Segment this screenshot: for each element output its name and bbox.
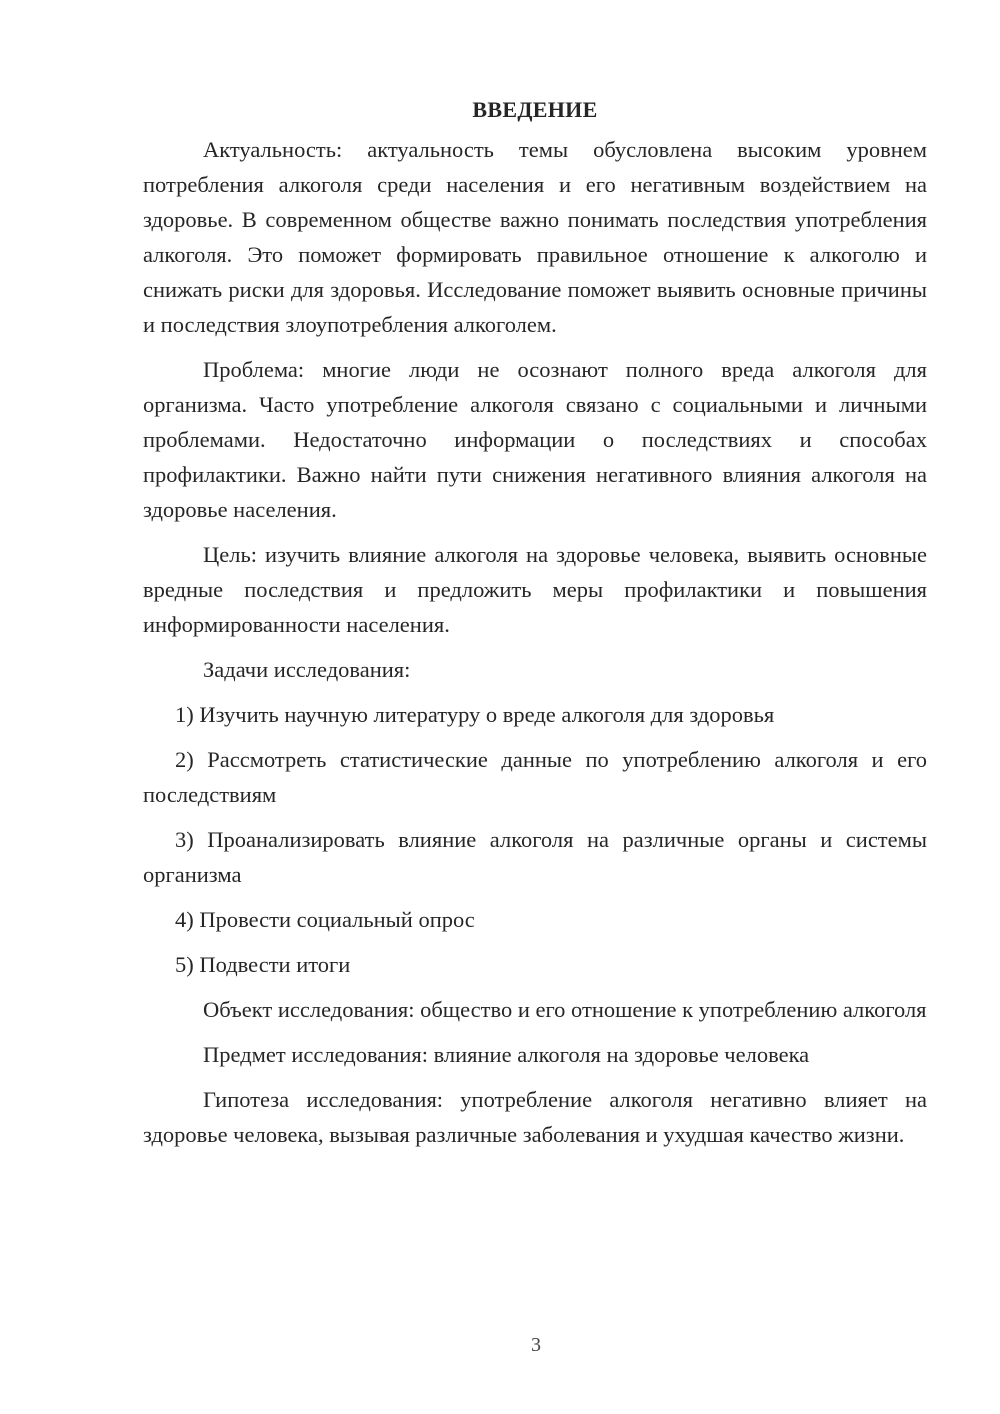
page-number: 3 [531, 1334, 541, 1356]
document-page [143, 92, 927, 1162]
task-item-4: 4) Провести социальный опрос [175, 907, 475, 932]
paragraph-hypothesis: Гипотеза исследования: употребление алкоголя негативно влияет на здоровье человека, вызывая различные заболевания и ухудшая качество жизни. [143, 1087, 927, 1147]
task-item-2: 2) Рассмотреть статистические данные по употреблению алкоголя и его последствиям [143, 747, 927, 807]
paragraph-relevance: Актуальность: актуальность темы обусловлена высоким уровнем потребления алкоголя среди населения и его негативным воздействием на здоровье. В современном обществе важно понимать последствия употребления алкоголя. Это поможет формировать правильное отношение к алкоголю и снижать риски для здоровья. Исследование поможет выявить основные причины и последствия злоупотребления алкоголем. [143, 137, 927, 337]
paragraph-goal: Цель: изучить влияние алкоголя на здоровье человека, выявить основные вредные последствия и предложить меры профилактики и повышения информированности населения. [143, 542, 927, 637]
page-title: ВВЕДЕНИЕ [472, 97, 598, 122]
tasks-heading: Задачи исследования: [203, 657, 411, 682]
task-item-5: 5) Подвести итоги [175, 952, 351, 977]
paragraph-subject: Предмет исследования: влияние алкоголя на здоровье человека [203, 1042, 810, 1067]
paragraph-problem: Проблема: многие люди не осознают полного вреда алкоголя для организма. Часто употребление алкоголя связано с социальными и личными проблемами. Недостаточно информации о последствиях и способах профилактики. Важно найти пути снижения негативного влияния алкоголя на здоровье населения. [143, 357, 927, 522]
task-item-1: 1) Изучить научную литературу о вреде алкоголя для здоровья [175, 702, 775, 727]
paragraph-object: Объект исследования: общество и его отношение к употреблению алкоголя [203, 997, 927, 1022]
task-item-3: 3) Проанализировать влияние алкоголя на различные органы и системы организма [143, 827, 927, 887]
